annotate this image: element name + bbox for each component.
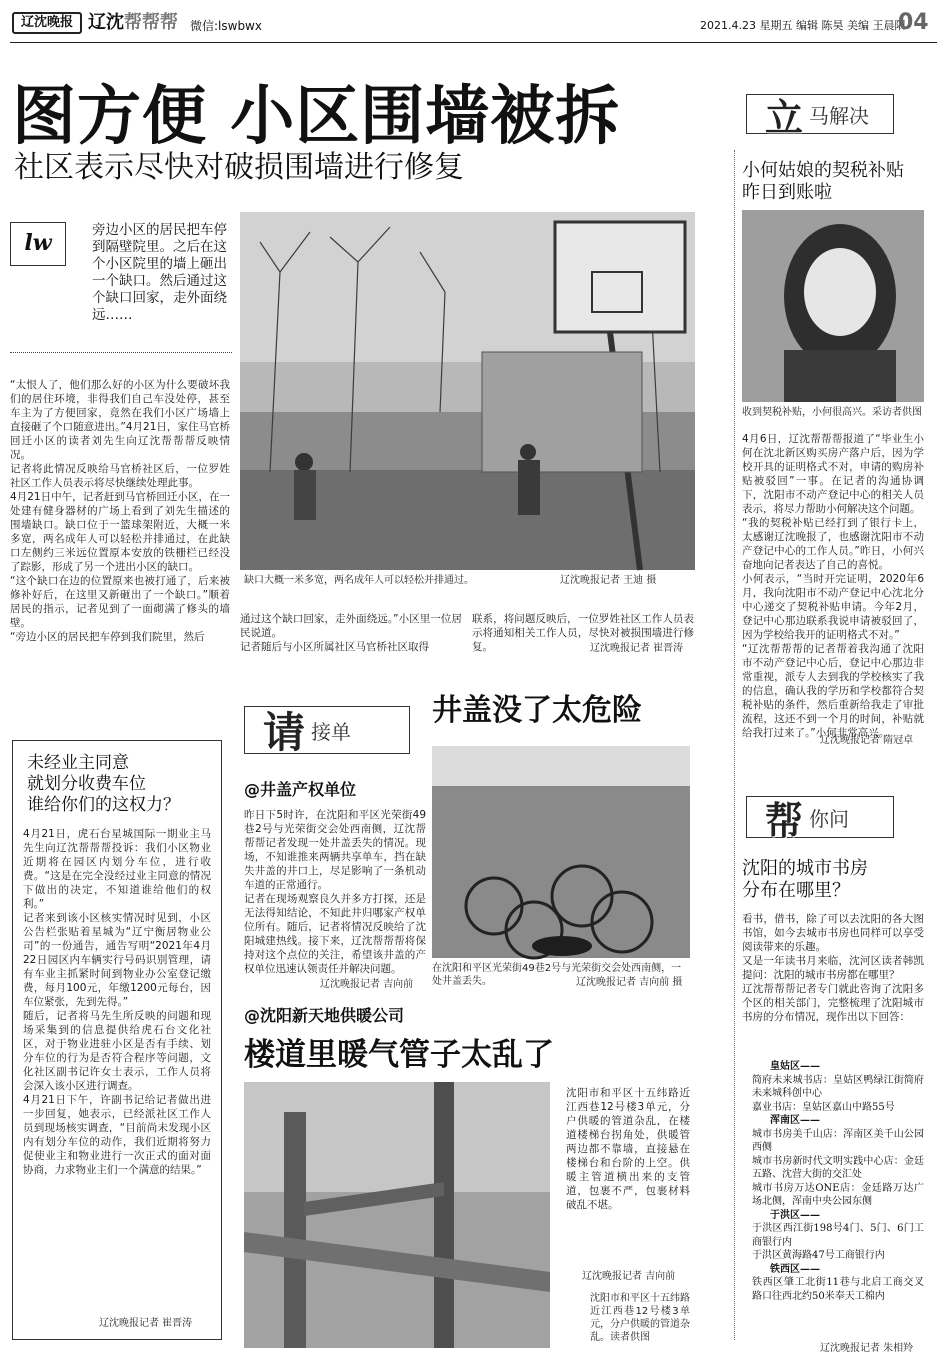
- lead-body-mid: 通过这个缺口回家，走外面绕远。”小区里一位居民说道。 记者随后与小区所属社区马官桥社区取得: [240, 613, 462, 653]
- lead-subhead: 社区表示尽快对破损围墙进行修复: [14, 150, 464, 185]
- page-number: 04: [898, 10, 929, 35]
- lead-intro-rule: [10, 352, 232, 353]
- lw-icon: lw: [10, 222, 66, 266]
- manhole-body: 昨日下5时许，在沈阳和平区光荣街49巷2号与光荣街交会处西南侧，辽沈帮帮帮记者发现一处井盖丢失的情况。现场，不知谁推来两辆共享单车，挡在缺失井盖的井口上，尽足影响了一条机动车道的正常通行。 记者在现场观察良久并多方打探，还是无法得知结论，不知此井归哪家产权单位所有。随后，记者将情况反映给了沈阳城建热线。接下来，辽沈帮帮帮将保持对这个点位的关注，希望该井盖的产权单位迅速认领责任并解决问题。: [244, 809, 426, 975]
- tag-help-ask: [746, 796, 894, 843]
- left-column-title: 未经业主同意 就划分收费车位 谁给你们的这权力？: [27, 753, 180, 815]
- column-divider: [734, 150, 735, 1340]
- list-item: 于洪区西江街198号4门、5门、6门工商银行内: [752, 1223, 924, 1248]
- heating-addressee: @沈阳新天地供暖公司: [244, 1006, 405, 1025]
- right-bottom-body: 看书，借书，除了可以去沈阳的各大图书馆，如今去城市书房也同样可以享受阅读带来的乐趣。 又是一年读书月来临，沈河区读者韩凯提问：沈阳的城市书房都在哪里？ 辽沈帮帮帮记者专门就此咨询了沈阳多个区的相关部门，完整梳理了沈阳城市书房的分布情况，现作出以下回答：: [742, 913, 924, 1023]
- right-top-photo: [742, 210, 924, 402]
- list-item: 铁西区——: [770, 1263, 820, 1275]
- list-item: 嘉业书店：皇姑区嘉山中路55号: [752, 1101, 895, 1113]
- lead-photo-scene: [240, 212, 695, 570]
- right-bottom-title: 沈阳的城市书房 分布在哪里？: [742, 858, 868, 901]
- manhole-photo-caption: 在沈阳和平区光荣街49巷2号与光荣街交会处西南侧，一处井盖丢失。: [432, 963, 682, 987]
- list-item: 于洪区黄海路47号工商银行内: [752, 1250, 885, 1261]
- list-item: 皇姑区——: [770, 1061, 820, 1072]
- bookstore-list: [742, 1060, 924, 1303]
- heating-photo-scene: [244, 1082, 550, 1348]
- manhole-photo-scene: [432, 746, 690, 958]
- left-column-byline: 辽沈晚报记者 崔晋涛: [99, 1318, 193, 1329]
- manhole-byline: 辽沈晚报记者 吉向前: [320, 979, 414, 990]
- date-line: 2021.4.23 星期五 编辑 陈昊 美编 王晨阳: [700, 19, 906, 32]
- section-name-a: 辽沈: [88, 12, 124, 33]
- paper-logo: 辽沈晚报: [12, 12, 82, 34]
- lead-intro: 旁边小区的居民把车停到隔壁院里。之后在这个小区院里的墙上砸出一个缺口。然后通过这个缺口回家，走外面绕远……: [92, 222, 227, 323]
- tag-immediate-fix: [746, 94, 894, 140]
- tag-immediate-fix-big: 立: [765, 95, 804, 140]
- list-item: 于洪区——: [770, 1209, 820, 1221]
- tag-help-ask-big: 帮: [765, 798, 804, 843]
- right-top-byline: 辽沈晚报记者 隋冠卓: [820, 735, 914, 746]
- list-item: 浑南区——: [770, 1115, 820, 1126]
- left-column-box: [12, 740, 222, 1340]
- section-name: [88, 12, 178, 34]
- heating-headline: 楼道里暖气管子太乱了: [244, 1037, 554, 1073]
- lead-photo-caption: 缺口大概一米多宽，两名成年人可以轻松并排通过。: [244, 575, 474, 586]
- list-item: 简府未来城书店：皇姑区鸭绿江街简府未来城科创中心: [752, 1074, 924, 1099]
- manhole-photo: [432, 746, 690, 958]
- right-top-title: 小何姑娘的契税补贴 昨日到账啦: [742, 160, 904, 203]
- list-item: 铁西区肇工北街11巷与北启工商交叉路口往西北约50米奉天工棉内: [752, 1277, 924, 1302]
- manhole-photo-credit: 辽沈晚报记者 吉向前 摄: [576, 977, 683, 988]
- section-name-b: 帮帮帮: [124, 12, 178, 33]
- right-bottom-byline: 辽沈晚报记者 朱相羚: [820, 1343, 914, 1354]
- right-top-photo-caption: 收到契税补贴，小何很高兴。采访者供图: [742, 407, 922, 418]
- masthead-rule: [10, 42, 937, 43]
- heating-body: 沈阳市和平区十五纬路近江西巷12号楼3单元，分户供暖的管道杂乱，在楼道楼梯台拐角处，供暖管两边都不靠墙，直接悬在楼梯台和台阶的上空。供暖主管道横出来的支管道，包裹不严，包裹材料破乱不堪。: [566, 1087, 690, 1211]
- lead-photo: [240, 212, 695, 570]
- masthead: [0, 0, 947, 48]
- manhole-headline: 井盖没了太危险: [432, 693, 642, 728]
- tag-help-ask-small: 你问: [809, 806, 850, 831]
- manhole-addressee: @井盖产权单位: [244, 780, 357, 799]
- list-item: 城市书房新时代文明实践中心店：金廷五路、沈营大街的交汇处: [752, 1155, 924, 1180]
- lead-headline: 图方便 小区围墙被拆: [12, 80, 621, 154]
- right-top-photo-scene: [742, 210, 924, 402]
- left-column-body: 4月21日，虎石台星城国际一期业主马先生向辽沈帮帮帮投诉：我们小区物业近期将在园区内划分车位，进行收费。“这是在完全没经过业主同意的情况下做出的决定，不知道谁给他们的权利。” 记者来到该小区核实情况时见到，小区公告栏张贴着星城为“辽宁衡居物业公司”的一份通告，通告写明“2021年4月22日园区内车辆实行号码识别管理，请有车业主抓紧时间到物业办公室登记缴费，每月100元，年缴1200元每台，因车位紧张，先到先得。” 随后，记者将马先生所反映的问题和现场采集到的信息提供给虎石台文化社区，对于物业进驻小区是否有手续、划分车位的行为是否符合程序等问题，文化社区副书记许女士表示，工作人员将会深入该小区进行调查。 4月21日下午，许副书记给记者做出进一步回复，她表示，已经派社区工作人员到现场核实调查，“目前尚未发现小区内有划分车位的动作，我们近期将努力促使业主和物业进行一次正式的面对面协商，力求物业主们一个满意的结果。”: [23, 828, 211, 1176]
- tag-request-big: 请: [263, 708, 306, 757]
- list-item: 城市书房万达ONE店：金廷路万达广场北侧，浑南中央公园东侧: [752, 1182, 924, 1207]
- list-item: 城市书房美千山店：浑南区美千山公园西侧: [752, 1128, 924, 1153]
- heating-byline: 辽沈晚报记者 吉向前: [582, 1271, 676, 1282]
- heating-photo: [244, 1082, 550, 1348]
- wechat-id: 微信:lswbwx: [190, 19, 262, 33]
- lead-body-right: 联系，将问题反映后，一位罗姓社区工作人员表示将通知相关工作人员，尽快对被损围墙进行修复。: [472, 613, 694, 653]
- right-top-body: 4月6日，辽沈帮帮帮报道了“毕业生小何在沈北新区购买房产落户后，因为学校开具的证明格式不对，申请的购房补贴被驳回”一事。在记者的沟通协调下，沈阳市不动产登记中心的相关人员表示，将尽力帮助小何解决这个问题。 “我的契税补贴已经打到了银行卡上，太感谢辽沈晚报了，也感谢沈阳市不动产登记中心的工作人员。”昨日，小何兴奋地向记者表达了自己的喜悦。 小何表示，“当时开完证明，2020年6月，我向沈阳市不动产登记中心沈北分中心递交了契税补贴申请。今年2月，登记中心那边联系我说申请被驳回了，因为学校给我开的证明格式不对。” “辽沈帮帮帮的记者帮着我沟通了沈阳市不动产登记中心后，登记中心那边非常重视，派专人去到我的学校核实了我的信息，确认我的学历和学校都符合契税补贴的条件，然后重新给我走了审批流程，这还不到一个月的时间，补贴就给我打过来了。”小何非常高兴。: [742, 433, 924, 739]
- heating-photo-caption: 沈阳市和平区十五纬路近江西巷12号楼3单元，分户供暖的管道杂乱。读者供图: [590, 1293, 690, 1343]
- tag-request: [244, 706, 410, 757]
- lead-byline: 辽沈晚报记者 崔晋涛: [590, 643, 684, 654]
- lead-body-left: “太恨人了，他们那么好的小区为什么要破坏我们的居住环境，非得我们自己车没处停，甚至车主为了方便回家，竟然在我们小区广场墙上直接砸了个口随意进出。”4月21日，家住马官桥回迁小区的读者刘先生向辽沈帮帮帮反映情况。 记者将此情况反映给马官桥社区后，一位罗姓社区工作人员表示将尽快继续处理此事。 4月21日中午，记者赶到马官桥回迁小区，在一处建有健身器材的广场上看到了刘先生描述的围墙缺口。缺口位于一篮球架附近，大概一米多宽，两名成年人可以轻松并排通过，在此缺口左侧约三米远位置原本安放的铁栅栏已经没了踪影，形成了另一个进出小区的缺口。 “这个缺口在边的位置原来也被打通了，后来被修补好后，在这里又新砸出了一个缺口。”顺着居民的指示，记者见到了一面砌满了修头的墙壁。 “旁边小区的居民把车停到我们院里，然后: [10, 379, 230, 643]
- tag-request-small: 接单: [311, 719, 352, 744]
- tag-immediate-fix-small: 马解决: [809, 103, 870, 128]
- lead-photo-credit: 辽沈晚报记者 王迪 摄: [560, 575, 657, 586]
